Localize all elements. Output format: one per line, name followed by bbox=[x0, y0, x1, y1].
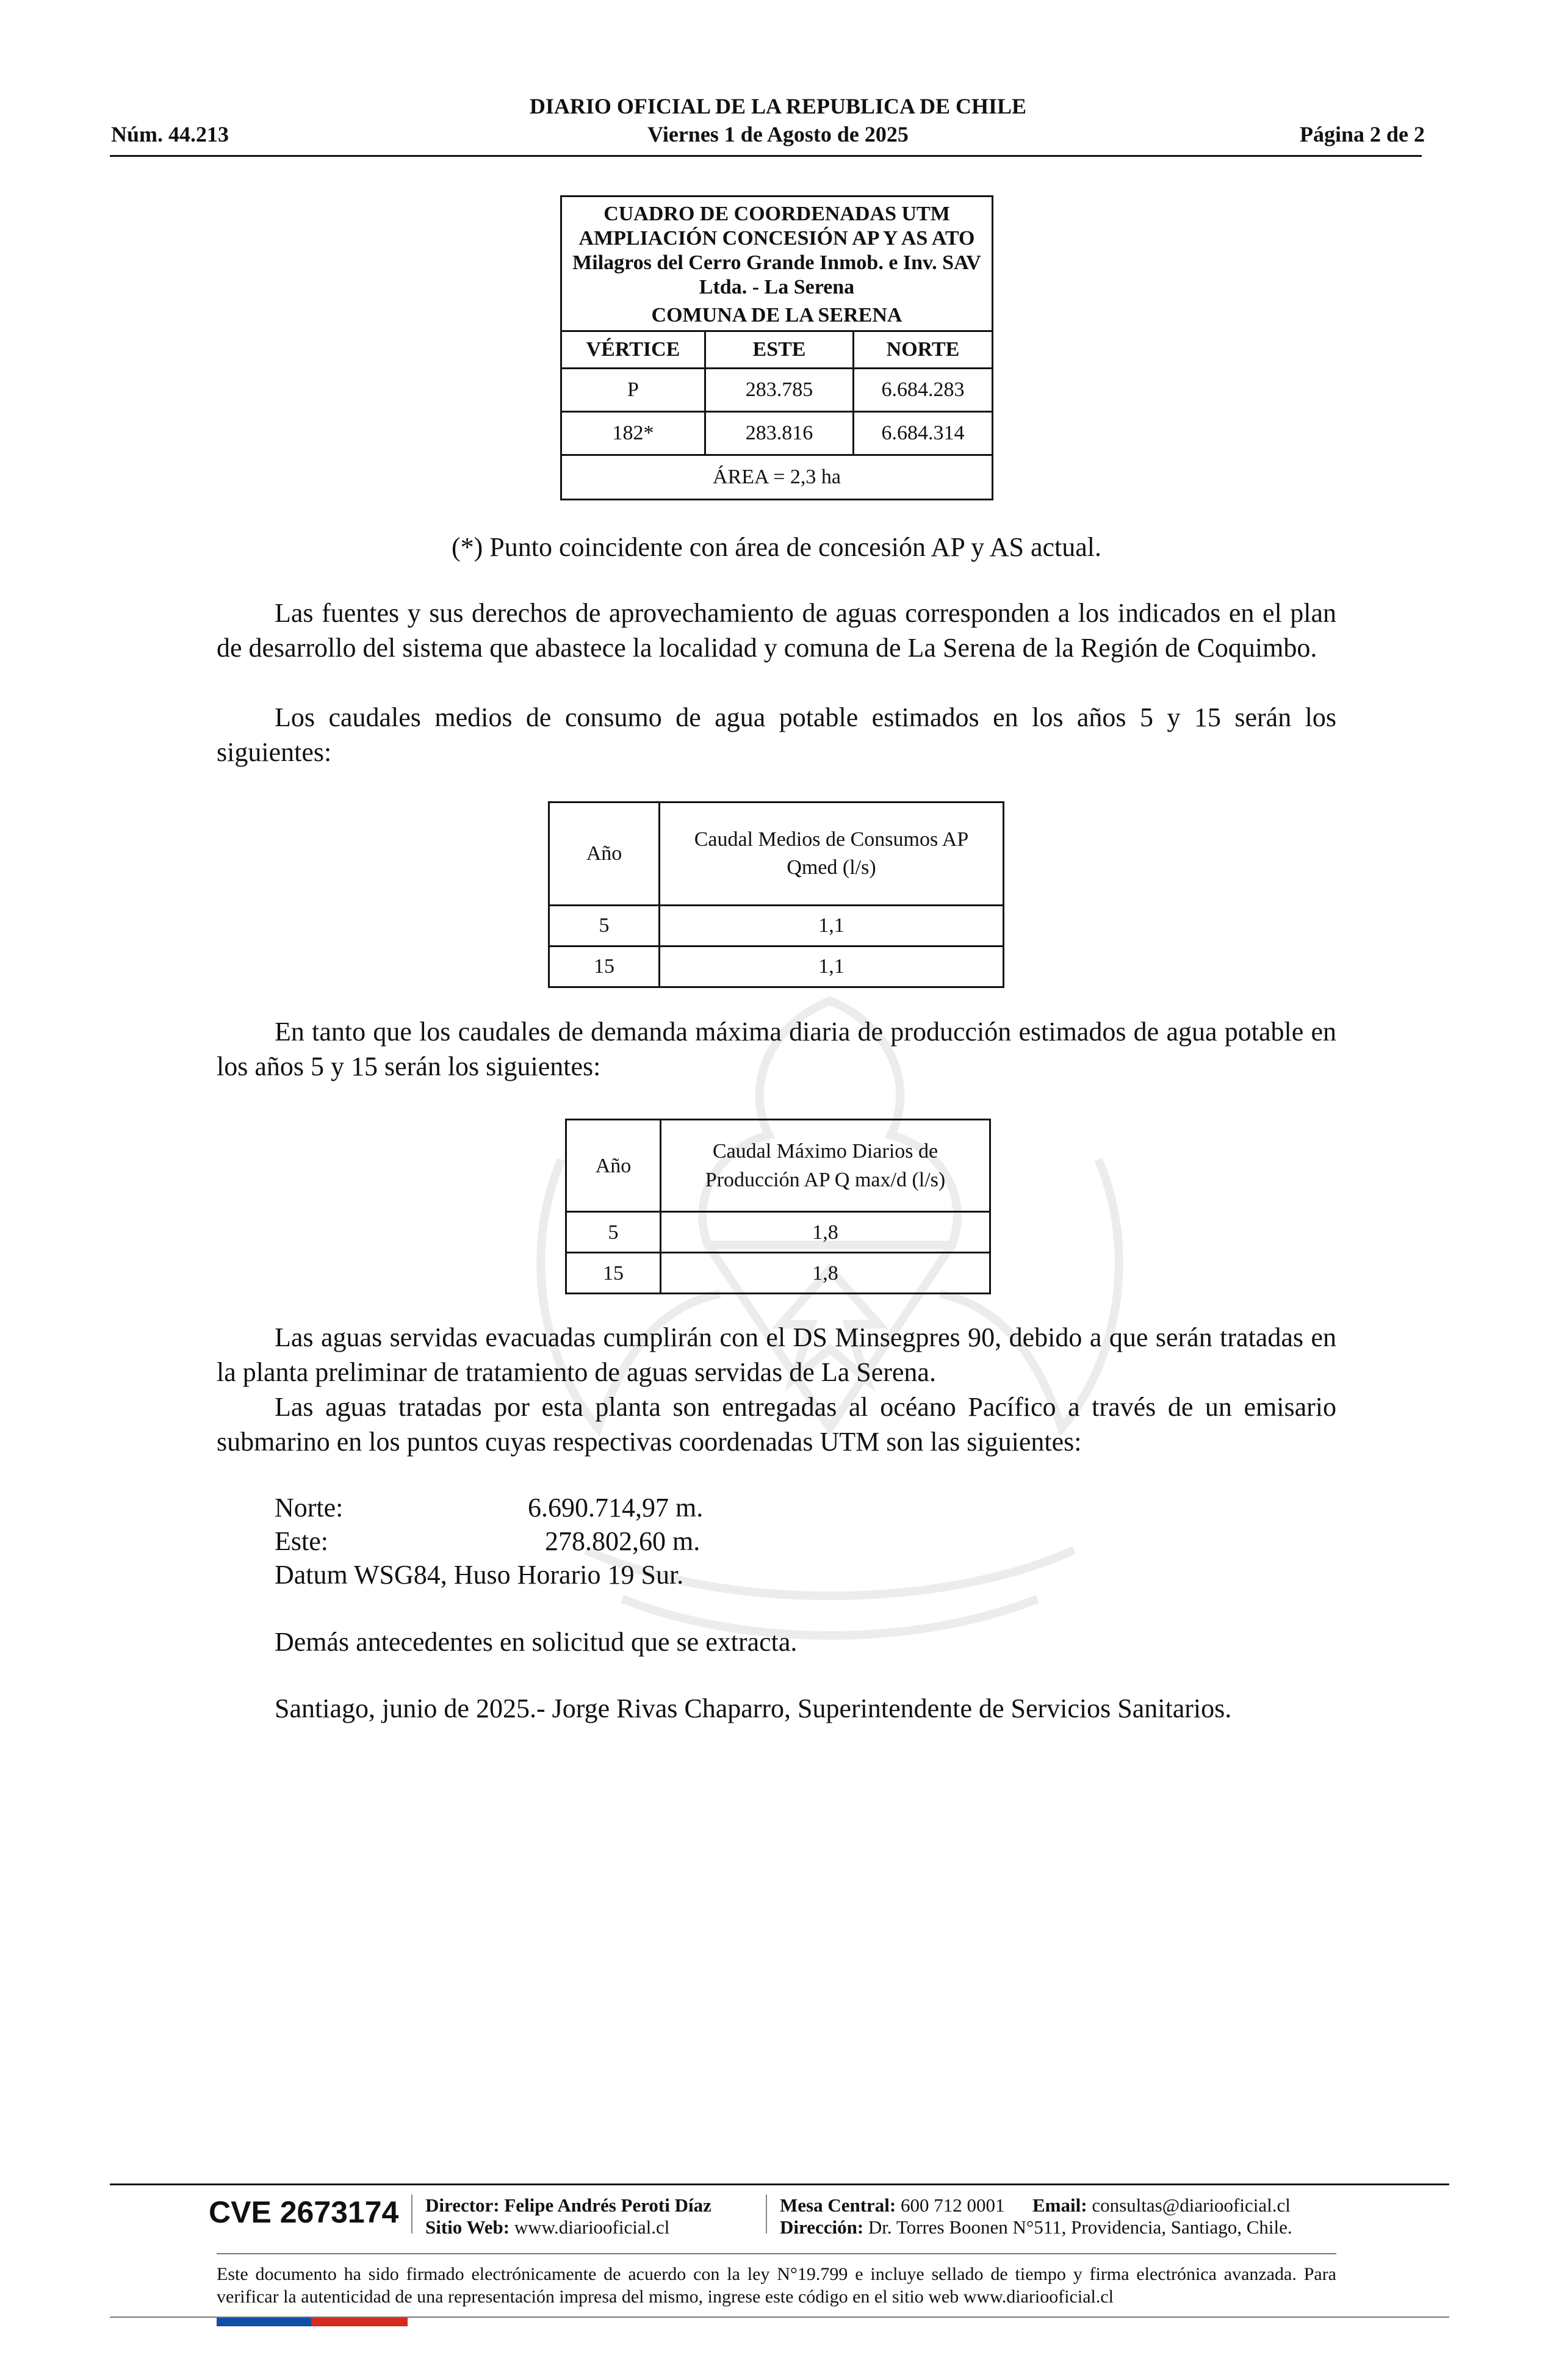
table-cell: P bbox=[561, 369, 705, 412]
paragraph-outfall: Las aguas tratadas por esta planta son entregadas al océano Pacífico a través de un emisario submarino en los puntos cuyas respectivas coordenadas UTM son las siguientes: bbox=[217, 1392, 1336, 1457]
paragraph-mean-flow-intro: Los caudales medios de consumo de agua potable estimados en los años 5 y 15 serán los siguientes: bbox=[217, 702, 1336, 767]
director-line bbox=[425, 2194, 711, 2216]
table-cell: 1,8 bbox=[661, 1253, 990, 1294]
address-label: Dirección: bbox=[780, 2216, 864, 2238]
legal-note: Este documento ha sido firmado electrónicamente de acuerdo con la ley N°19.799 e incluye sellado de tiempo y firma electrónica avanzada. Para verificar la autenticidad de una representación impresa del mismo, ingrese este código en el sitio web www.diariooficial.cl bbox=[217, 2264, 1336, 2307]
issue-date: Viernes 1 de Agosto de 2025 bbox=[647, 122, 909, 146]
este-label: Este: bbox=[275, 1526, 328, 1556]
table-cell: 1,8 bbox=[661, 1212, 990, 1253]
table-caption: CUADRO DE COORDENADAS UTM AMPLIACIÓN CONCESIÓN AP Y AS ATO Milagros del Cerro Grande Inmob. e Inv. SAV Ltda. - La Serena bbox=[561, 197, 993, 304]
mesa-label: Mesa Central: bbox=[780, 2194, 896, 2216]
este-value: 278.802,60 m. bbox=[545, 1526, 701, 1556]
table-cell: 6.684.283 bbox=[854, 369, 993, 412]
table-cell: 5 bbox=[549, 906, 660, 947]
norte-label: Norte: bbox=[275, 1493, 344, 1523]
issue-number: Núm. 44.213 bbox=[111, 122, 229, 146]
column-header-este: ESTE bbox=[705, 331, 854, 369]
column-header-vertice: VÉRTICE bbox=[561, 331, 705, 369]
footer-divider bbox=[110, 2183, 1449, 2185]
director-name: Felipe Andrés Peroti Díaz bbox=[504, 2194, 711, 2216]
director-label: Director: bbox=[425, 2194, 500, 2216]
email-label: Email: bbox=[1032, 2194, 1087, 2216]
email-link[interactable]: consultas@diariooficial.cl bbox=[1092, 2194, 1291, 2216]
other-info-text: Demás antecedentes en solicitud que se extracta. bbox=[275, 1627, 798, 1657]
column-header-year: Año bbox=[549, 802, 660, 906]
page-indicator: Página 2 de 2 bbox=[1299, 122, 1425, 146]
table-cell: 182* bbox=[561, 412, 705, 455]
column-header-mean-flow: Caudal Medios de Consumos AP Qmed (l/s) bbox=[660, 802, 1004, 906]
site-label: Sitio Web: bbox=[425, 2216, 510, 2238]
datum-text: Datum WSG84, Huso Horario 19 Sur. bbox=[275, 1560, 684, 1590]
site-link[interactable]: www.diariooficial.cl bbox=[514, 2216, 670, 2238]
mesa-line bbox=[780, 2194, 1291, 2216]
table-cell: 1,1 bbox=[660, 906, 1004, 947]
table-row bbox=[549, 947, 1004, 987]
mean-flow-table bbox=[548, 801, 1004, 988]
max-flow-table bbox=[565, 1119, 991, 1294]
address-value: Dr. Torres Boonen N°511, Providencia, Santiago, Chile. bbox=[868, 2216, 1292, 2238]
table-cell: 283.816 bbox=[705, 412, 854, 455]
table-comuna: COMUNA DE LA SERENA bbox=[561, 303, 993, 331]
footer-inner-divider bbox=[217, 2253, 1336, 2254]
column-header-max-flow: Caudal Máximo Diarios de Producción AP Q max/d (l/s) bbox=[661, 1120, 990, 1212]
paragraph-max-flow-intro: En tanto que los caudales de demanda máxima diaria de producción estimados de agua potable en los años 5 y 15 serán los siguientes: bbox=[217, 1017, 1336, 1081]
table-cell: 1,1 bbox=[660, 947, 1004, 987]
newspaper-title: DIARIO OFICIAL DE LA REPUBLICA DE CHILE bbox=[529, 94, 1027, 118]
table-cell: 6.684.314 bbox=[854, 412, 993, 455]
signature-text: Santiago, junio de 2025.- Jorge Rivas Chaparro, Superintendente de Servicios Sanitarios. bbox=[275, 1693, 1232, 1723]
flag-stripe-red bbox=[311, 2318, 408, 2326]
paragraph-water-sources: Las fuentes y sus derechos de aprovechamiento de aguas corresponden a los indicados en el plan de desarrollo del sistema que abastece la localidad y comuna de La Serena de la Región de Coquimbo. bbox=[217, 598, 1336, 663]
address-line bbox=[780, 2216, 1292, 2238]
footer-separator bbox=[411, 2194, 412, 2234]
site-line bbox=[425, 2216, 669, 2238]
flag-stripe-blue bbox=[217, 2318, 311, 2326]
footer-separator bbox=[766, 2194, 767, 2234]
cve-code: CVE 2673174 bbox=[209, 2195, 399, 2229]
table-row bbox=[561, 369, 993, 412]
footnote: (*) Punto coincidente con área de concesión AP y AS actual. bbox=[451, 532, 1102, 562]
header-divider bbox=[110, 155, 1422, 157]
table-row bbox=[566, 1253, 990, 1294]
column-header-norte: NORTE bbox=[854, 331, 993, 369]
table-cell: 15 bbox=[566, 1253, 661, 1294]
paragraph-wastewater: Las aguas servidas evacuadas cumplirán con el DS Minsegpres 90, debido a que serán tratadas en la planta preliminar de tratamiento de aguas servidas de La Serena. bbox=[217, 1322, 1336, 1387]
area-total: ÁREA = 2,3 ha bbox=[561, 455, 993, 500]
table-row bbox=[561, 412, 993, 455]
table-cell: 283.785 bbox=[705, 369, 854, 412]
mesa-phone: 600 712 0001 bbox=[901, 2194, 1005, 2216]
table-cell: 5 bbox=[566, 1212, 661, 1253]
norte-value: 6.690.714,97 m. bbox=[528, 1493, 704, 1523]
column-header-year: Año bbox=[566, 1120, 661, 1212]
table-row bbox=[549, 906, 1004, 947]
utm-coordinates-table bbox=[560, 195, 993, 500]
table-row bbox=[566, 1212, 990, 1253]
table-cell: 15 bbox=[549, 947, 660, 987]
